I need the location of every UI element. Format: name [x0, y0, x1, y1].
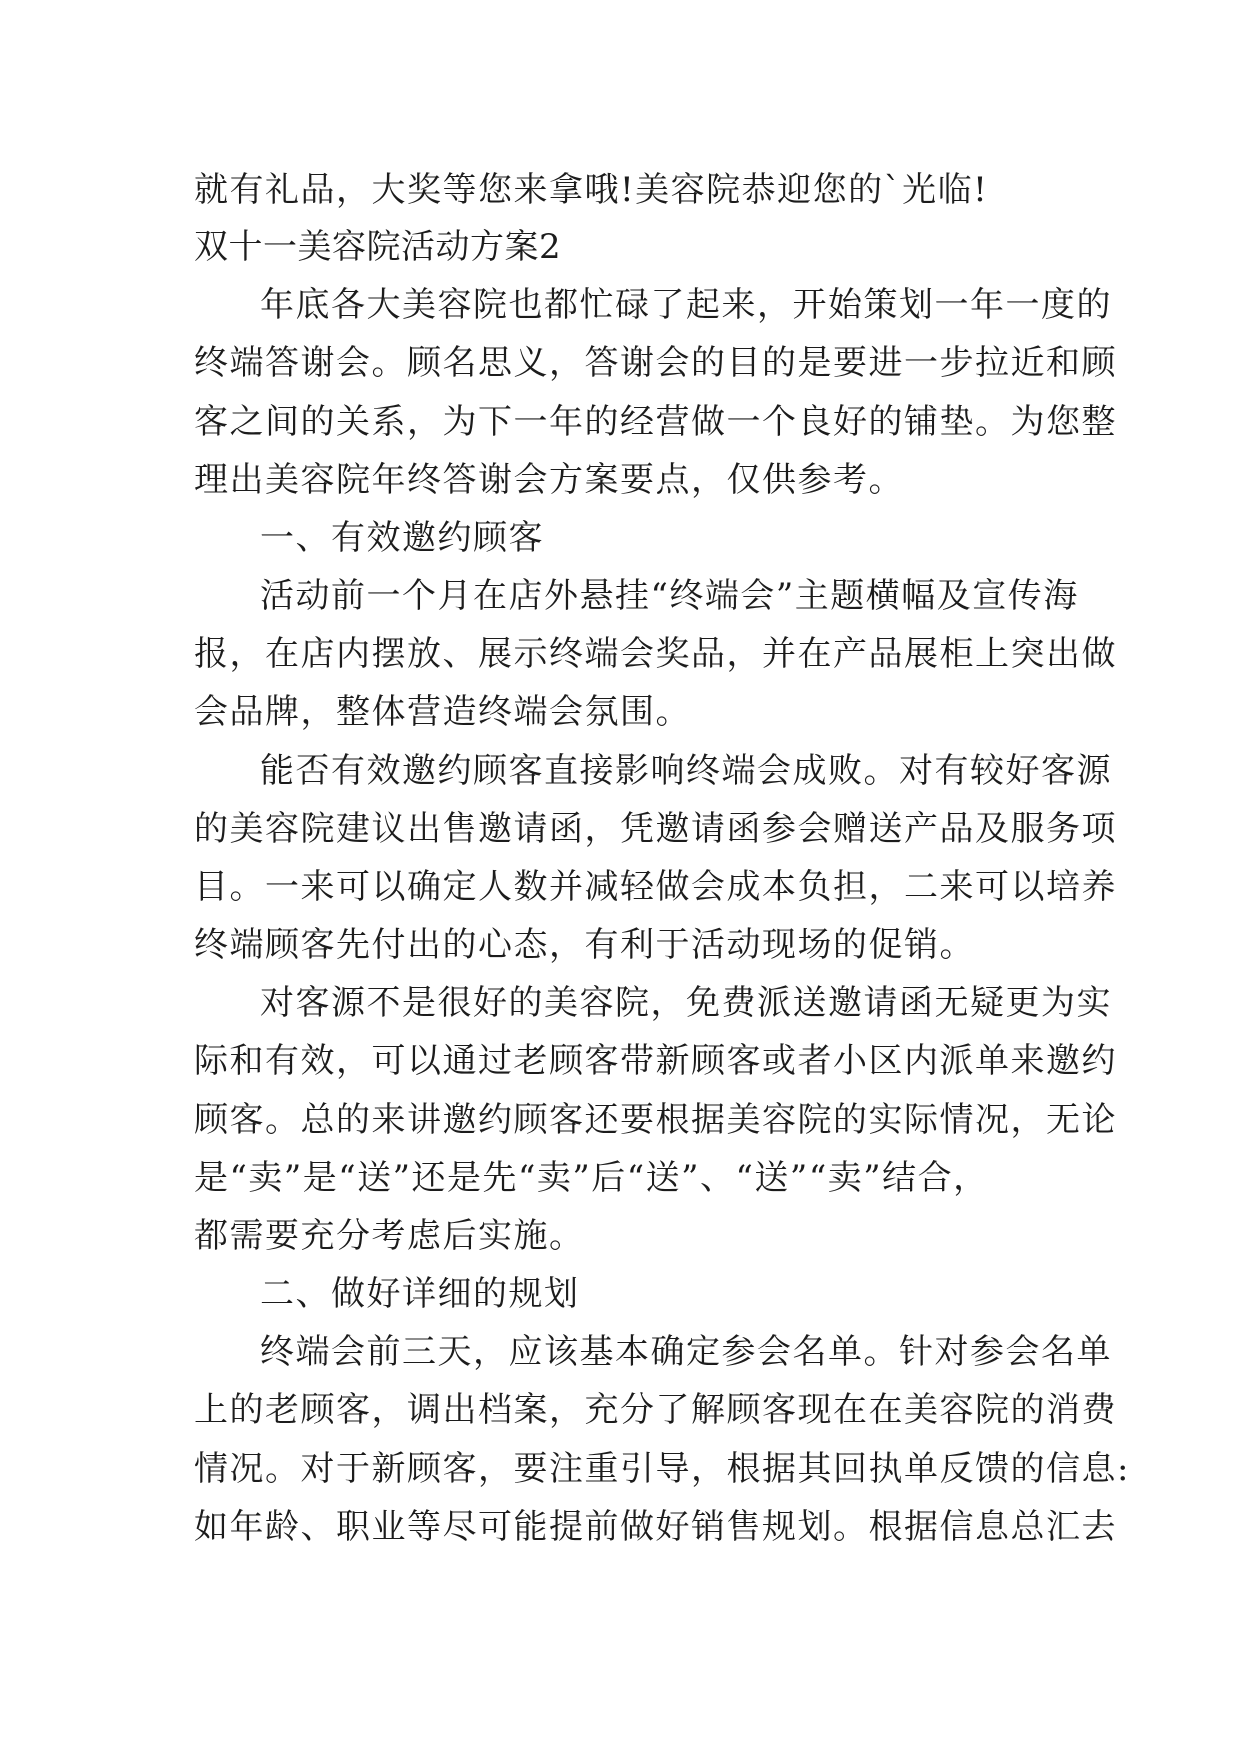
- paragraph-line: 活动前一个月在店外悬挂“终端会”主题横幅及宣传海: [260, 576, 1079, 616]
- paragraph-line: 都需要充分考虑后实施。: [194, 1216, 585, 1256]
- subheading: 一、有效邀约顾客: [260, 518, 544, 558]
- paragraph-line: 报，在店内摆放、展示终端会奖品，并在产品展柜上突出做: [194, 634, 1117, 674]
- paragraph-line: 是“卖”是“送”还是先“卖”后“送”、“送”“卖”结合，: [194, 1158, 989, 1198]
- paragraph-line: 会品牌，整体营造终端会氛围。: [194, 692, 691, 732]
- text-line: 就有礼品，大奖等您来拿哦!美容院恭迎您的`光临!: [194, 170, 989, 210]
- paragraph-line: 上的老顾客，调出档案，充分了解顾客现在在美容院的消费: [194, 1390, 1117, 1430]
- paragraph-line: 理出美容院年终答谢会方案要点，仅供参考。: [194, 460, 904, 500]
- paragraph-line: 顾客。总的来讲邀约顾客还要根据美容院的实际情况，无论: [194, 1100, 1117, 1140]
- paragraph-line: 际和有效，可以通过老顾客带新顾客或者小区内派单来邀约: [194, 1041, 1117, 1081]
- paragraph-line: 目。一来可以确定人数并减轻做会成本负担，二来可以培养: [194, 867, 1117, 907]
- paragraph-line: 如年龄、职业等尽可能提前做好销售规划。根据信息总汇去: [194, 1507, 1117, 1547]
- paragraph-line: 年底各大美容院也都忙碌了起来，开始策划一年一度的: [260, 285, 1112, 325]
- paragraph-line: 终端顾客先付出的心态，有利于活动现场的促销。: [194, 925, 975, 965]
- section-title: 双十一美容院活动方案2: [194, 227, 562, 267]
- paragraph-line: 情况。对于新顾客，要注重引导，根据其回执单反馈的信息:: [194, 1449, 1130, 1489]
- paragraph-line: 能否有效邀约顾客直接影响终端会成败。对有较好客源: [260, 751, 1112, 791]
- paragraph-line: 对客源不是很好的美容院，免费派送邀请函无疑更为实: [260, 983, 1112, 1023]
- paragraph-line: 终端会前三天，应该基本确定参会名单。针对参会名单: [260, 1332, 1112, 1372]
- subheading: 二、做好详细的规划: [260, 1274, 580, 1314]
- paragraph-line: 终端答谢会。顾名思义，答谢会的目的是要进一步拉近和顾: [194, 343, 1117, 383]
- paragraph-line: 客之间的关系，为下一年的经营做一个良好的铺垫。为您整: [194, 402, 1117, 442]
- paragraph-line: 的美容院建议出售邀请函，凭邀请函参会赠送产品及服务项: [194, 809, 1117, 849]
